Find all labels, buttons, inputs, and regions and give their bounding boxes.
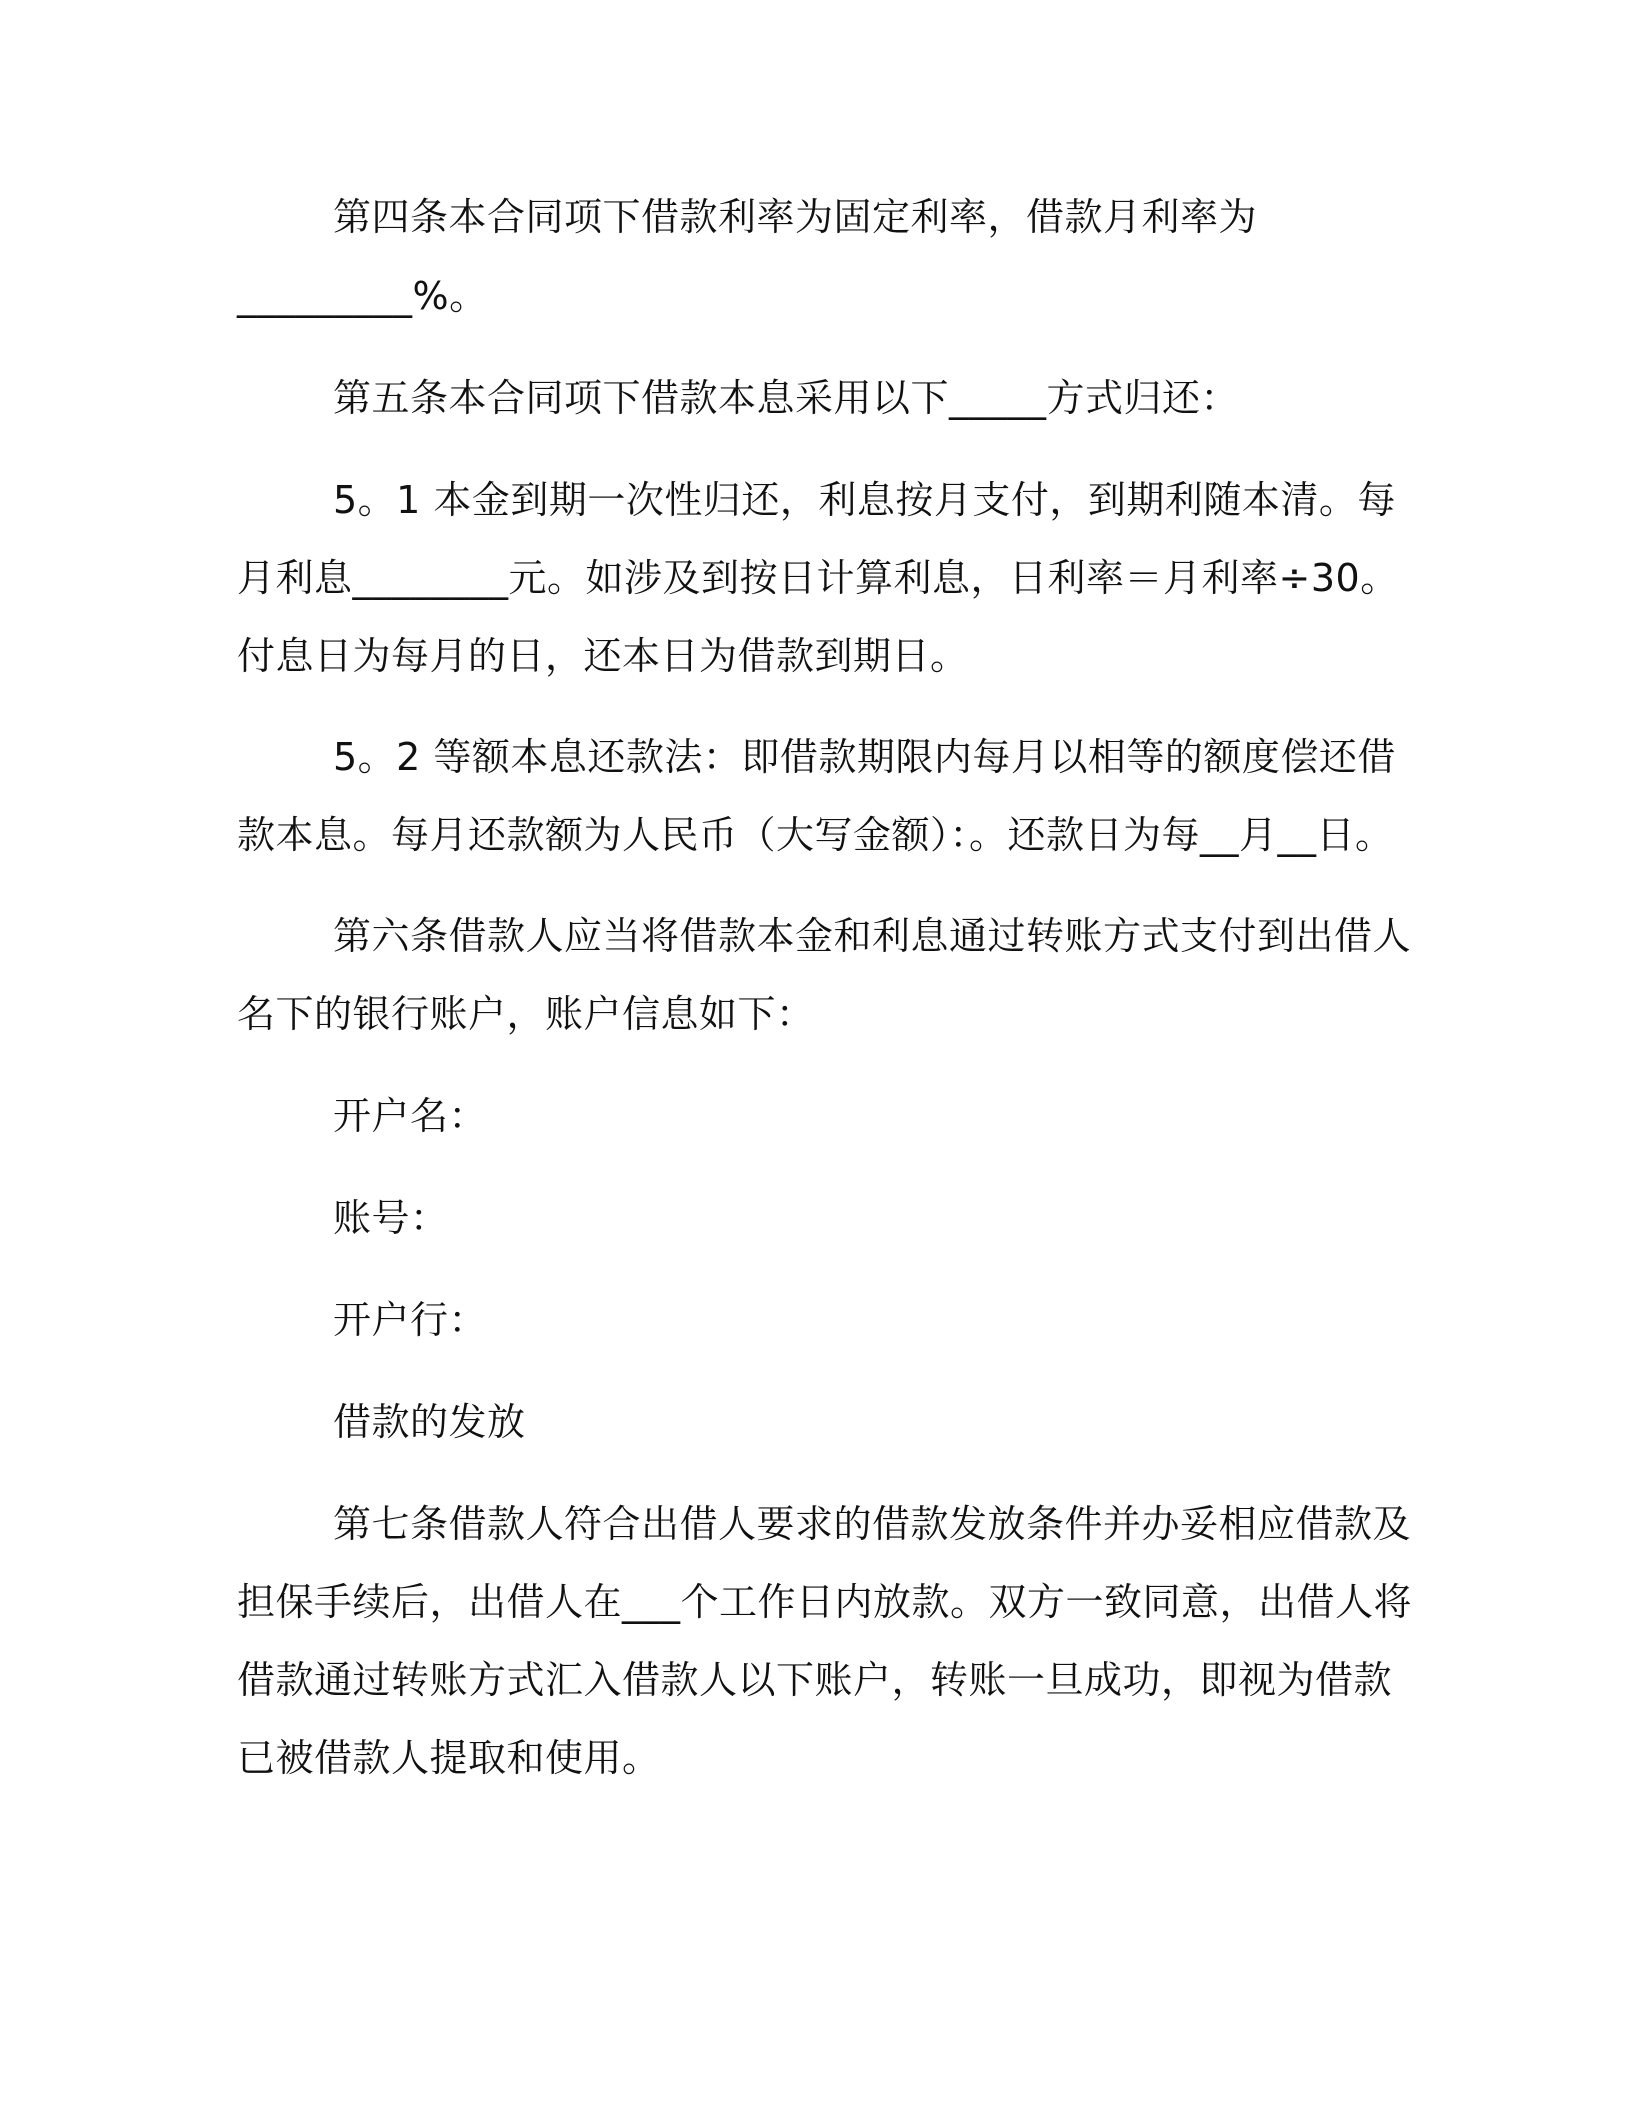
bank-name-label: 开户行： bbox=[333, 1298, 488, 1342]
article-4-line-2: _________%。 bbox=[237, 274, 488, 318]
clause-5-2-line-1: 5。2 等额本息还款法：即借款期限内每月以相等的额度偿还借 bbox=[333, 735, 1396, 779]
account-number-label: 账号： bbox=[333, 1196, 449, 1240]
article-6-line-2: 名下的银行账户，账户信息如下： bbox=[237, 992, 815, 1036]
clause-5-1-line-1: 5。1 本金到期一次性归还，利息按月支付，到期利随本清。每 bbox=[333, 478, 1396, 522]
section-heading-loan-disbursement: 借款的发放 bbox=[333, 1400, 526, 1444]
article-7-line-1: 第七条借款人符合出借人要求的借款发放条件并办妥相应借款及 bbox=[333, 1502, 1412, 1546]
article-7-line-2: 担保手续后，出借人在___个工作日内放款。双方一致同意，出借人将 bbox=[237, 1580, 1413, 1624]
clause-5-1-line-2: 月利息________元。如涉及到按日计算利息，日利率＝月利率÷30。 bbox=[237, 556, 1399, 600]
article-5-line-1: 第五条本合同项下借款本息采用以下_____方式归还： bbox=[333, 376, 1240, 420]
article-6-line-1: 第六条借款人应当将借款本金和利息通过转账方式支付到出借人 bbox=[333, 914, 1412, 958]
article-4-line-1: 第四条本合同项下借款利率为固定利率，借款月利率为 bbox=[333, 195, 1258, 239]
account-name-label: 开户名： bbox=[333, 1094, 488, 1138]
clause-5-2-line-2: 款本息。每月还款额为人民币（大写金额）：。还款日为每__月__日。 bbox=[237, 813, 1394, 857]
article-7-line-4: 已被借款人提取和使用。 bbox=[237, 1736, 661, 1780]
article-7-line-3: 借款通过转账方式汇入借款人以下账户，转账一旦成功，即视为借款 bbox=[237, 1658, 1393, 1702]
clause-5-1-line-3: 付息日为每月的日，还本日为借款到期日。 bbox=[237, 634, 969, 678]
